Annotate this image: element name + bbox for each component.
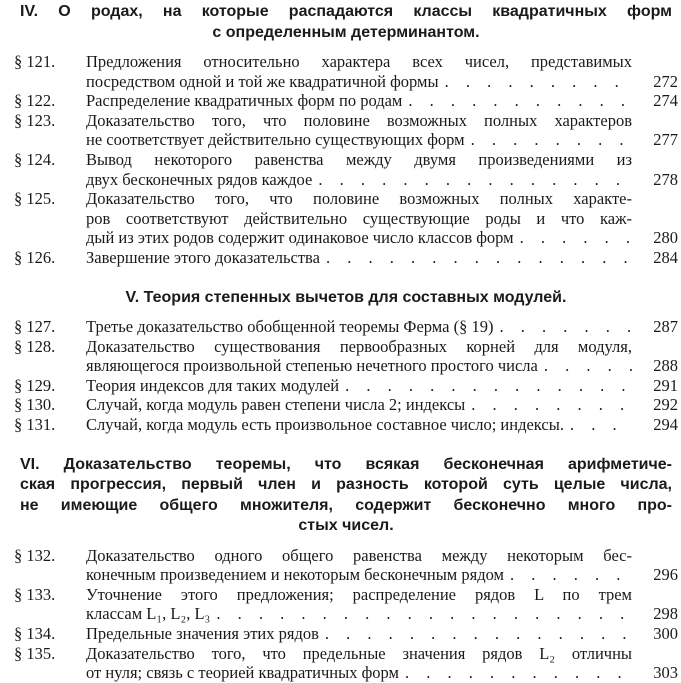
section-number: § 122. <box>14 91 56 111</box>
section-number: § 128. <box>14 336 56 356</box>
entry-title <box>86 415 632 435</box>
page-number: 278 <box>653 169 678 189</box>
title-text: ров соответствуют действительно существующие роды и что каж- <box>86 208 632 228</box>
page-number: 277 <box>653 130 678 150</box>
dot-leader <box>399 663 632 683</box>
title-line <box>86 356 632 376</box>
title-text: посредством одной и той же квадратичной формы <box>86 71 439 91</box>
title-text: Завершение этого доказательства <box>86 247 320 267</box>
heading-line: с определенным детерминантом. <box>212 23 480 41</box>
entry-title <box>86 111 632 150</box>
title-line <box>86 624 632 644</box>
toc-entry[interactable] <box>14 317 678 337</box>
title-text: являющегося произвольной степенью нечетного простого числа <box>86 356 538 376</box>
dot-leader <box>465 130 632 150</box>
entry-title <box>86 624 632 644</box>
dot-leader <box>402 91 632 111</box>
page-number-column <box>632 415 678 435</box>
dot-leader <box>504 565 632 585</box>
section-number: § 127. <box>14 317 56 337</box>
title-text: Доказательство одного общего равенства между некоторым бес- <box>86 545 632 565</box>
toc-entry[interactable] <box>14 395 678 415</box>
page-number: 300 <box>653 623 678 643</box>
entry-title <box>86 337 632 376</box>
toc-entry[interactable] <box>14 585 678 624</box>
toc-entry[interactable] <box>14 111 678 150</box>
entry-title <box>86 644 632 683</box>
section-number: § 129. <box>14 375 56 395</box>
title-line <box>86 546 632 566</box>
title-line <box>86 395 632 415</box>
dot-leader <box>339 376 632 396</box>
section-number: § 134. <box>14 623 56 643</box>
heading-line: IV. О родах, на которые распадаются классы квадратичных форм <box>20 3 672 20</box>
page-number: 287 <box>653 317 678 337</box>
toc-entry[interactable] <box>14 248 678 268</box>
page-number-column <box>632 248 678 268</box>
title-line <box>86 248 632 268</box>
page-number: 294 <box>653 415 678 434</box>
title-line <box>86 604 632 624</box>
page-number-column <box>632 624 678 644</box>
page-number-column <box>632 376 678 396</box>
dot-leader <box>319 624 632 644</box>
title-line <box>86 228 632 248</box>
toc-entry[interactable] <box>14 52 678 91</box>
toc-entry[interactable] <box>14 415 678 435</box>
title-text: классам L₁, L₂, L₃ <box>86 604 211 624</box>
entry-title <box>86 248 632 268</box>
title-text: Уточнение этого предложения; распределение рядов L по трем <box>86 584 632 604</box>
toc-entry[interactable] <box>14 376 678 396</box>
title-line <box>86 644 632 664</box>
page-number-column <box>632 644 678 683</box>
heading-line: V. Теория степенных вычетов для составных модулей. <box>125 288 567 306</box>
title-text: двух бесконечных рядов каждое <box>86 169 313 189</box>
toc-entry[interactable] <box>14 337 678 376</box>
title-text: Третье доказательство обобщенной теоремы Ферма (§ 19) <box>86 317 494 337</box>
title-text: конечным произведением и некоторым бесконечным рядом <box>86 565 504 585</box>
title-line <box>86 189 632 209</box>
heading-line: VI. Доказательство теоремы, что всякая бесконечная арифметиче- <box>20 455 672 473</box>
heading-line: не имеющие общего множителя, содержит бесконечно много про- <box>20 496 672 514</box>
entry-title <box>86 52 632 91</box>
heading-line: ская прогрессия, первый член и разность которой суть целые числа, <box>20 476 672 494</box>
dot-leader <box>564 415 632 435</box>
toc-entry[interactable] <box>14 150 678 189</box>
page-number-column <box>632 585 678 624</box>
title-text: Случай, когда модуль равен степени числа 2; индексы <box>86 395 466 415</box>
page-number: 284 <box>653 247 678 267</box>
section-heading <box>20 2 672 43</box>
entry-title <box>86 91 632 111</box>
entry-title <box>86 317 632 337</box>
title-line <box>86 337 632 357</box>
section-gap <box>14 268 678 288</box>
title-line <box>86 111 632 131</box>
heading-line: стых чисел. <box>298 517 394 535</box>
title-text: Доказательство того, что половине возможных полных характе- <box>86 189 632 209</box>
page-number-column <box>632 150 678 189</box>
dot-leader <box>465 395 632 415</box>
dot-leader <box>312 170 632 190</box>
title-text: дый из этих родов содержит одинаковое число классов форм <box>86 228 514 248</box>
page-number: 303 <box>653 663 678 683</box>
entry-title <box>86 585 632 624</box>
title-line <box>86 565 632 585</box>
title-text: от нуля; связь с теорией квадратичных форм <box>86 663 399 683</box>
title-text: Предельные значения этих рядов <box>86 623 319 643</box>
page-number: 288 <box>653 356 678 376</box>
table-of-contents <box>14 2 678 683</box>
title-line <box>86 585 632 605</box>
entry-title <box>86 189 632 248</box>
title-text: Доказательство существования первообразных корней для модуля, <box>86 336 632 356</box>
section-number: § 132. <box>14 545 56 565</box>
dot-leader <box>210 604 632 624</box>
section-heading <box>20 288 672 309</box>
title-line <box>86 663 632 683</box>
toc-entry[interactable] <box>14 91 678 111</box>
heading-gap <box>14 537 678 546</box>
toc-entry[interactable] <box>14 189 678 248</box>
entry-title <box>86 395 632 415</box>
title-line <box>86 91 632 111</box>
entry-title <box>86 546 632 585</box>
title-line <box>86 376 632 396</box>
page-number-column <box>632 337 678 376</box>
dot-leader <box>514 228 632 248</box>
page-number: 298 <box>653 604 678 624</box>
title-line <box>86 72 632 92</box>
title-line <box>86 415 632 435</box>
section-number: § 133. <box>14 584 56 604</box>
title-text: Доказательство того, что предельные значения рядов L₂ отличны <box>86 643 632 663</box>
section-heading <box>20 455 672 537</box>
title-line <box>86 170 632 190</box>
section-number: § 130. <box>14 395 56 415</box>
page-number-column <box>632 317 678 337</box>
toc-entry[interactable] <box>14 546 678 585</box>
title-text: Доказательство того, что половине возможных полных характеров <box>86 110 632 130</box>
page-number-column <box>632 111 678 150</box>
dot-leader <box>439 72 632 92</box>
title-line <box>86 209 632 229</box>
page-number-column <box>632 546 678 585</box>
dot-leader <box>493 317 632 337</box>
page-number: 272 <box>653 71 678 91</box>
page-number-column <box>632 189 678 248</box>
page-number: 292 <box>653 395 678 415</box>
toc-entry[interactable] <box>14 624 678 644</box>
page-number: 296 <box>653 565 678 585</box>
heading-gap <box>14 308 678 317</box>
toc-entry[interactable] <box>14 644 678 683</box>
page-number: 291 <box>653 375 678 395</box>
title-text: Случай, когда модуль есть произвольное составное число; индексы. <box>86 415 564 434</box>
section-number: § 126. <box>14 247 56 267</box>
title-line <box>86 52 632 72</box>
section-number: § 121. <box>14 52 56 71</box>
page-number-column <box>632 52 678 91</box>
title-line <box>86 317 632 337</box>
section-number: § 135. <box>14 643 56 663</box>
heading-gap <box>14 43 678 52</box>
title-text: не соответствует действительно существующих форм <box>86 130 465 150</box>
title-text: Вывод некоторого равенства между двумя произведениями из <box>86 149 632 169</box>
page-number: 280 <box>653 228 678 248</box>
section-gap <box>14 435 678 455</box>
title-text: Распределение квадратичных форм по родам <box>86 91 403 111</box>
title-line <box>86 150 632 170</box>
page-number: 274 <box>653 91 678 111</box>
section-number: § 131. <box>14 415 56 434</box>
section-number: § 124. <box>14 149 56 169</box>
title-line <box>86 130 632 150</box>
dot-leader <box>538 356 632 376</box>
section-number: § 123. <box>14 110 56 130</box>
section-number: § 125. <box>14 189 56 209</box>
entry-title <box>86 376 632 396</box>
page-number-column <box>632 91 678 111</box>
dot-leader <box>320 248 632 268</box>
page-number-column <box>632 395 678 415</box>
title-text: Теория индексов для таких модулей <box>86 375 340 395</box>
entry-title <box>86 150 632 189</box>
title-text: Предложения относительно характера всех чисел, представимых <box>86 52 632 71</box>
